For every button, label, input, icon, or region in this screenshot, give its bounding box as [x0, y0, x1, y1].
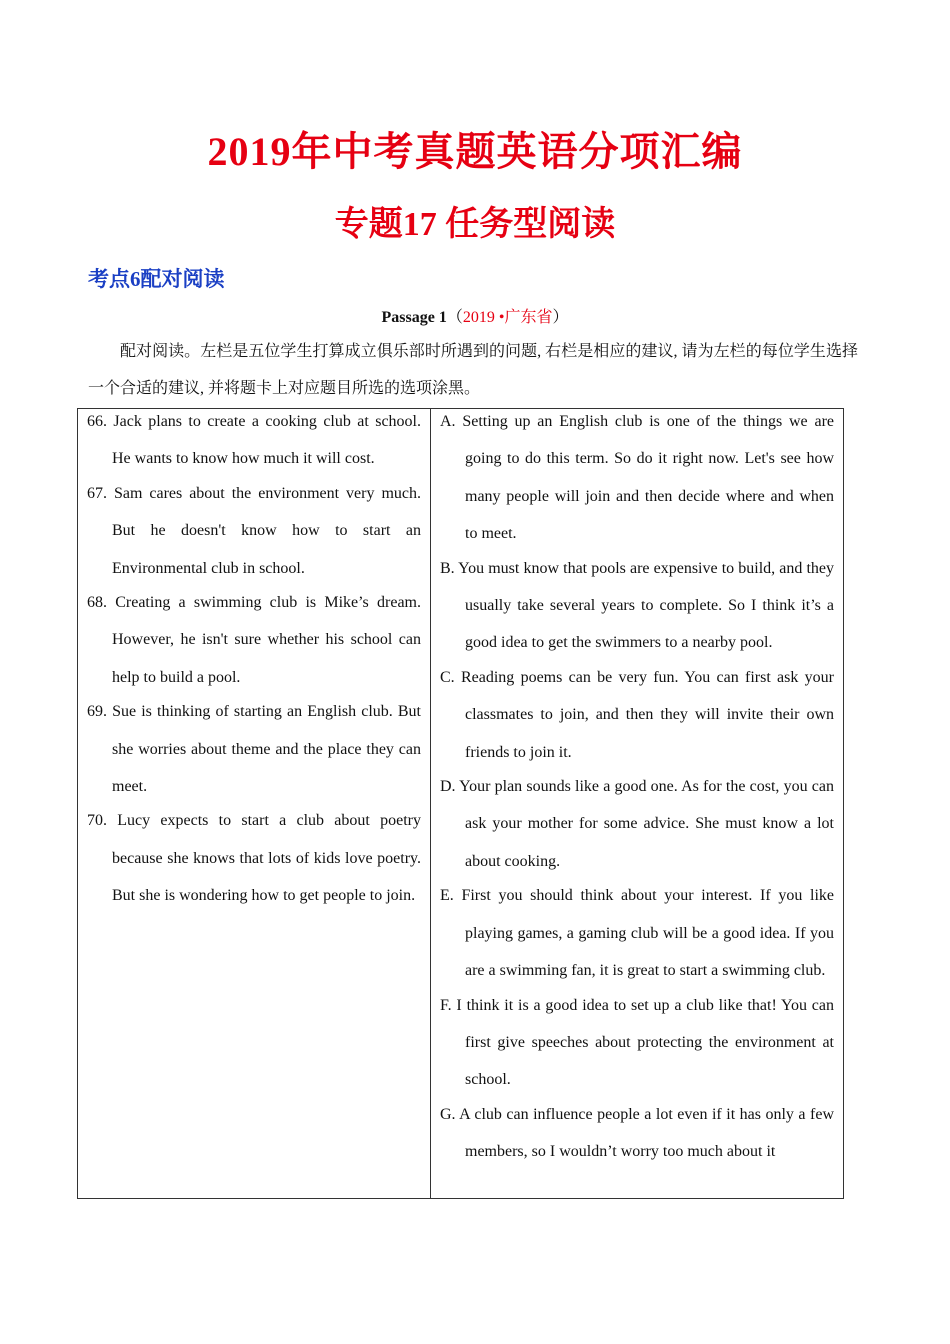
suggestions-column [431, 409, 843, 1198]
matching-table [77, 408, 844, 1199]
problem-item: 69. Sue is thinking of starting an English club. But she worries about theme and the place they can meet. [87, 703, 421, 796]
passage-source: 2019 •广东省 [462, 309, 553, 326]
suggestion-item: E. First you should think about your interest. If you like playing games, a gaming club will be a good idea. If you are a swimming fan, it is great to start a swimming club. [440, 887, 834, 980]
problem-item: 68. Creating a swimming club is Mike’s dream. However, he isn't sure whether his school can help to build a pool. [87, 594, 421, 686]
section-heading: 考点6配对阅读 [88, 267, 225, 291]
suggestion-item: B. You must know that pools are expensive to build, and they usually take several years to complete. So I think it’s a good idea to get the swimmers to a nearby pool. [440, 559, 834, 652]
passage-source-close: ） [552, 309, 569, 326]
document-subtitle: 专题17 任务型阅读 [334, 206, 616, 243]
suggestion-item: A. Setting up an English club is one of the things we are going to do this term. So do it right now. Let's see how many people will join and then decide where and when to meet. [440, 413, 834, 543]
passage-name: Passage 1 [381, 309, 447, 326]
problem-item: 66. Jack plans to create a cooking club at school. He wants to know how much it will cost. [87, 413, 421, 468]
problems-column [78, 409, 431, 1198]
problem-item: 67. Sam cares about the environment very much. But he doesn't know how to start an Environmental club in school. [87, 484, 421, 577]
problem-item: 70. Lucy expects to start a club about poetry because she knows that lots of kids love poetry. But she is wondering how to get people to join. [87, 812, 421, 905]
passage-source-open: （ [446, 309, 463, 326]
passage-heading [0, 304, 950, 327]
document-title: 2019年中考真题英语分项汇编 [207, 129, 743, 174]
suggestion-item: D. Your plan sounds like a good one. As for the cost, you can ask your mother for some advice. She must know a lot about cooking. [440, 778, 834, 870]
suggestion-item: F. I think it is a good idea to set up a club like that! You can first give speeches about protecting the environment at school. [440, 996, 834, 1089]
suggestion-item: G. A club can influence people a lot even if it has only a few members, so I wouldn’t worry too much about it [440, 1105, 834, 1161]
suggestion-item: C. Reading poems can be very fun. You can first ask your classmates to join, and then they will invite their own friends to join it. [440, 668, 834, 761]
instructions: 配对阅读。左栏是五位学生打算成立俱乐部时所遇到的问题, 右栏是相应的建议, 请为左栏的每位学生选择一个合适的建议, 并将题卡上对应题目所选的选项涂黑。 [88, 343, 858, 397]
